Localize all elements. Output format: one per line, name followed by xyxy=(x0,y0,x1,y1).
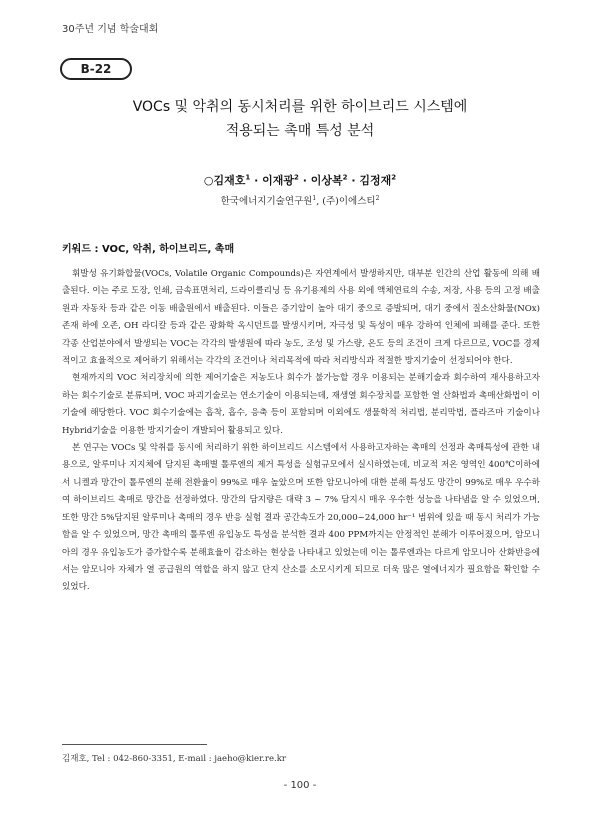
author: 이재광$^2$ xyxy=(262,173,299,187)
footnote-divider xyxy=(62,744,207,745)
author-separator: · xyxy=(250,174,263,187)
affiliation: 한국에너지기술연구원$^1$ xyxy=(220,194,317,207)
paragraph: 휘발성 유기화합물(VOCs, Volatile Organic Compounds)은 자연계에서 발생하지만, 대부분 인간의 산업 활동에 의해 배출된다. 이는 주로 도장, 인쇄, 금속표면처리, 드라이클리닝 등 유기용제의 사용 외에 액체연료의 수송, 저장, 사용 등의 고정 배출원과 자동차 등과 같은 이동 배출원에서 배출된다. 이들은 증기압이 높아 대기 중으로 증발되며, 대기 중에서 질소산화물(NOx) 존재 하에 오존, OH 라디칼 등과 같은 광화학 옥시던트를 발생시키며, 자극성 및 독성이 매우 강하여 인체에 피해를 준다. 또한 각종 산업분야에서 발생되는 VOC는 각각의 발생원에 따라 농도, 조성 및 가스량, 온도 등의 조건이 크게 다르므로, VOC를 경제적이고 효율적으로 제어하기 위해서는 각각의 조건이나 처리목적에 따라 처리방식과 적절한 방지기술이 선정되어야 한다. xyxy=(62,269,540,367)
paper-title-line-1: VOCs 및 악취의 동시처리를 위한 하이브리드 시스템에 xyxy=(132,99,468,115)
paper-code-badge: B-22 xyxy=(60,58,132,80)
affiliation: (주)이에스티$^2$ xyxy=(322,194,380,207)
author-list xyxy=(60,172,540,188)
paragraph: 현재까지의 VOC 처리장치에 의한 제어기술은 저농도나 회수가 불가능할 경우 이용되는 분해기술과 회수하여 재사용하고자 하는 회수기술로 분류되며, VOC 파괴기술로는 연소기술이 이용되는데, 재생열 회수장치를 포함한 열 산화법과 촉매산화법이 이 기술에 해당한다. VOC 회수기술에는 흡착, 흡수, 응축 등이 포함되며 이외에도 생물학적 처리법, 분리막법, 플라즈마 기술이나 Hybrid기술을 이용한 방지기술이 개발되어 활용되고 있다. xyxy=(62,373,540,436)
author: ○김재호$^1$ xyxy=(203,173,251,187)
keywords: 키워드 : VOC, 악취, 하이브리드, 촉매 xyxy=(62,244,235,255)
author: 이상복$^2$ xyxy=(310,173,348,187)
author-separator: · xyxy=(347,174,360,187)
abstract-body xyxy=(62,266,540,597)
conference-header: 30주년 기념 학술대회 xyxy=(62,24,159,35)
author-separator: · xyxy=(298,174,311,187)
page-number: - 100 - xyxy=(283,780,317,791)
footnote-contact: 김재호, Tel : 042-860-3351, E-mail : jaeho@kier.re.kr xyxy=(62,754,286,764)
paper-title-line-2: 적용되는 촉매 특성 분석 xyxy=(225,123,375,139)
author: 김정재$^2$ xyxy=(359,173,397,187)
paragraph: 본 연구는 VOCs 및 악취를 동시에 처리하기 위한 하이브리드 시스템에서 사용하고자하는 촉매의 선정과 촉매특성에 관한 내용으로, 알루미나 지지체에 담지된 촉매별 톨루엔의 제거 특성을 실험규모에서 실시하였는데, 비교적 저온 영역인 400℃이하에서 니켈과 망간이 톨루엔의 분해 전환율이 99%로 매우 높았으며 또한 암모니아에 대한 분해 특성도 망간이 99%로 매우 우수하여 하이브리드 촉매로 망간을 선정하였다. 망간의 담지량은 대략 3 ~ 7% 담지시 매우 우수한 성능을 나타냄을 알 수 있었으며, 또한 망간 5%담지된 알루미나 촉매의 경우 반응 실험 결과 공간속도가 20,000~24,000 hr⁻¹ 범위에 있을 때 동시 처리가 가능함을 알 수 있었으며, 망간 촉매의 톨루엔 유입농도 특성을 분석한 결과 400 PPM까지는 안정적인 분해가 이루어졌으며, 암모니아의 경우 유입농도가 증가할수록 분해효율이 감소하는 현상을 나타내고 있었는데 이는 톨루엔과는 다르게 암모니아 산화반응에서는 암모니아 자체가 열 공급원의 역할을 하지 않고 단지 산소를 소모시키게 되므로 더욱 많은 열에너지가 필요함을 확인할 수 있었다. xyxy=(62,443,540,593)
affiliation-list: 한국에너지기술연구원$^1$, (주)이에스티$^2$ xyxy=(220,194,380,207)
